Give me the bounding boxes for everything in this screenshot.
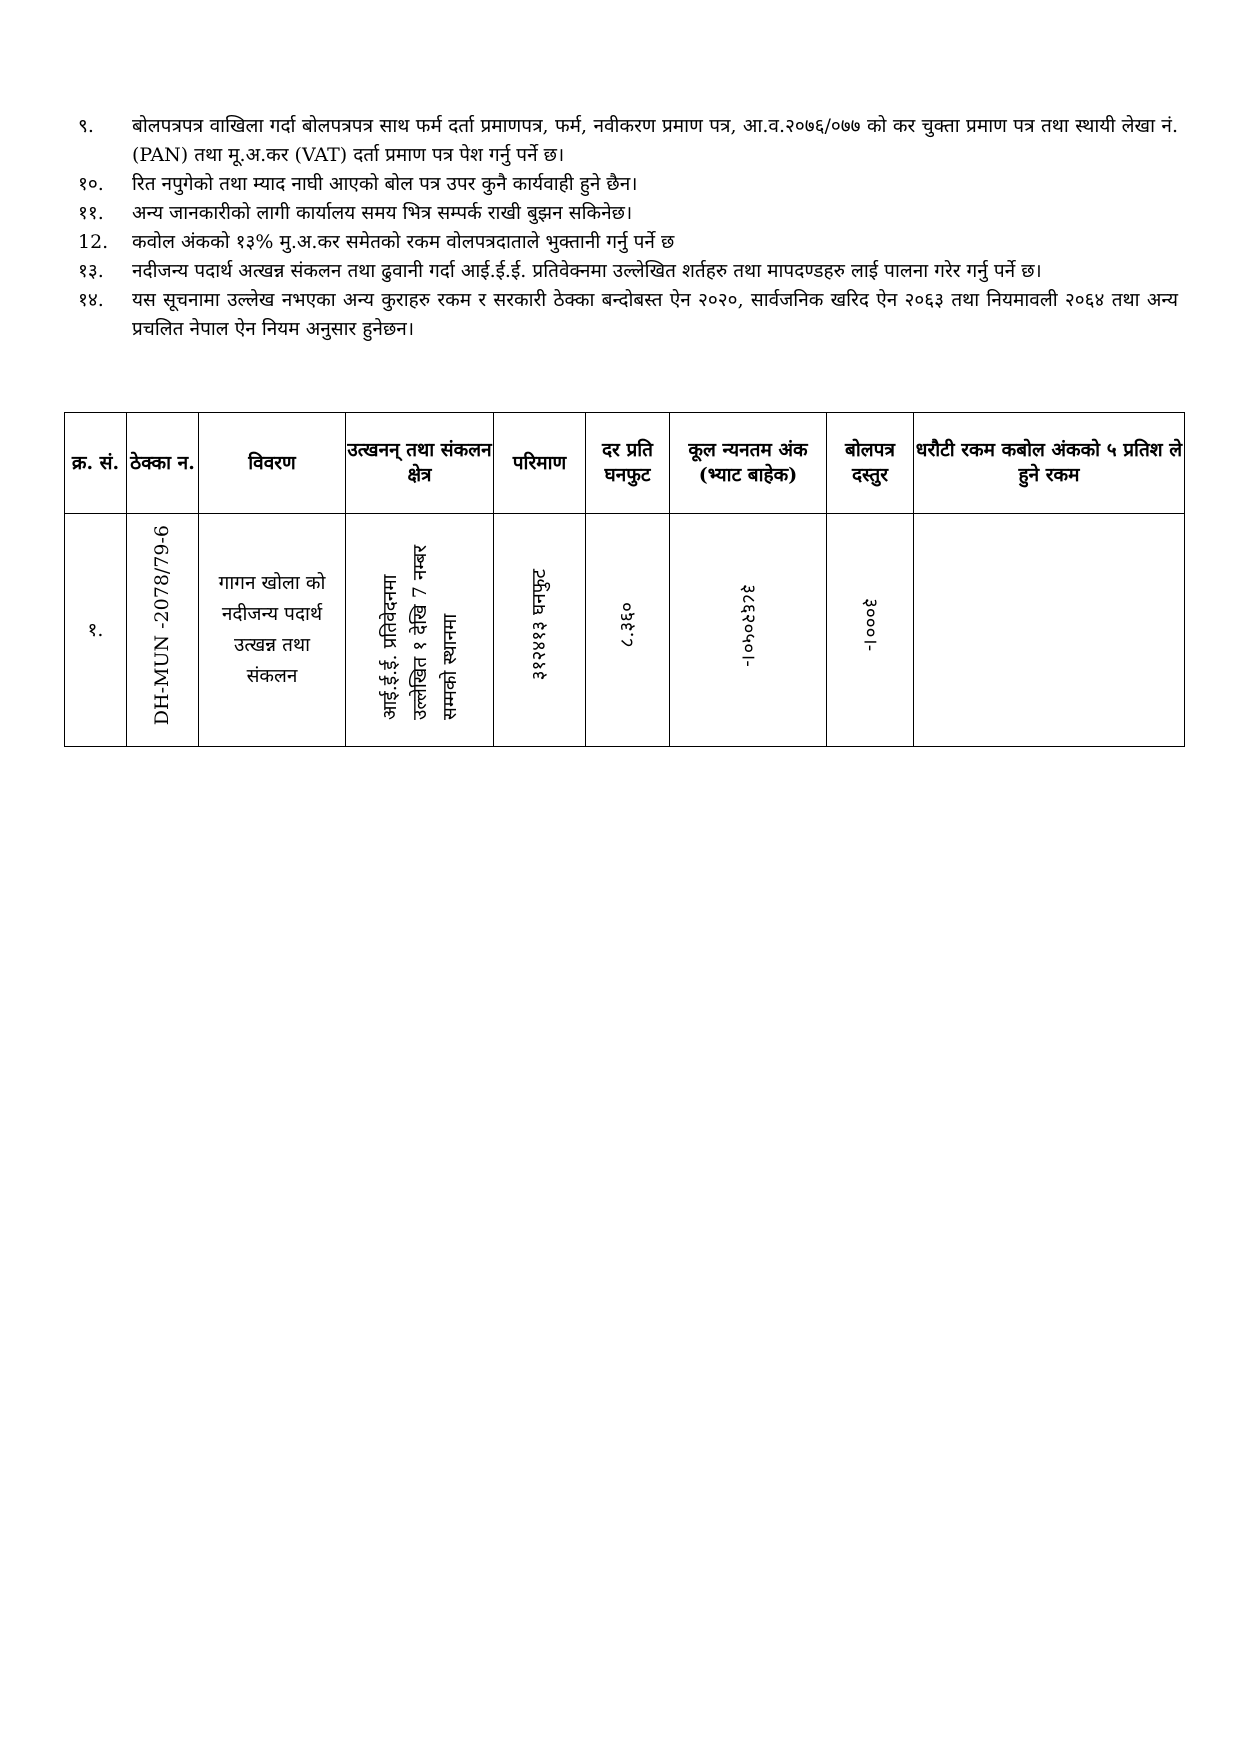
cell-serial — [65, 514, 127, 747]
note-number: १०. — [78, 173, 104, 195]
contract-table — [64, 412, 1185, 747]
header-fee: बोलपत्र दस्तुर — [827, 413, 914, 514]
note-number: १४. — [78, 289, 104, 311]
cell-deposit — [914, 514, 1185, 747]
note-item — [78, 257, 1178, 286]
note-item — [78, 170, 1178, 199]
notes-list — [78, 112, 1178, 344]
table-row — [65, 514, 1185, 747]
note-number: ११. — [78, 202, 104, 224]
contract-number: DH-MUN -2078/79-6 — [151, 524, 173, 726]
note-text: रित नपुगेको तथा म्याद नाघी आएको बोल पत्र उपर कुनै कार्यवाही हुने छैन। — [132, 173, 638, 195]
header-total: कूल न्यनतम अंक (भ्याट बाहेक) — [670, 413, 827, 514]
header-description: विवरण — [199, 413, 346, 514]
rate-value: ८.३६० — [616, 602, 638, 648]
note-text: बोलपत्रपत्र वाखिला गर्दा बोलपत्रपत्र साथ फर्म दर्ता प्रमाणपत्र, फर्म, नवीकरण प्रमाण पत्र, आ.व.२०७६/०७७ को कर चुक्ता प्रमाण पत्र तथा स्थायी लेखा नं. (PAN) तथा मू.अ.कर (VAT) दर्ता प्रमाण पत्र पेश गर्नु पर्ने छ। — [132, 115, 1178, 166]
header-area: उत्खनन् तथा संकलन क्षेत्र — [346, 413, 494, 514]
area-text: आई.ई.ई. प्रतिवेदनमा उल्लेखित १ देखि 7 नम्बर सम्मको स्थानमा — [378, 544, 461, 720]
cell-description — [199, 514, 346, 747]
header-deposit: धरौटी रकम कबोल अंकको ५ प्रतिश ले हुने रकम — [914, 413, 1185, 514]
note-item — [78, 286, 1178, 344]
cell-rate — [586, 514, 670, 747]
note-text: कवोल अंकको १३% मु.अ.कर समेतको रकम वोलपत्रदाताले भुक्तानी गर्नु पर्ने छ — [132, 231, 675, 253]
header-rate: दर प्रति घनफुट — [586, 413, 670, 514]
note-text: नदीजन्य पदार्थ अत्खन्न संकलन तथा ढुवानी गर्दा आई.ई.ई. प्रतिवेक्नमा उल्लेखित शर्तहरु तथा मापदण्डहरु लाई पालना गरेर गर्नु पर्ने छ। — [132, 260, 1042, 282]
note-item — [78, 199, 1178, 228]
cell-area — [346, 514, 494, 747]
cell-contract-no — [127, 514, 199, 747]
note-text: अन्य जानकारीको लागी कार्यालय समय भित्र सम्पर्क राखी बुझन सकिनेछ। — [132, 202, 633, 224]
note-item — [78, 228, 1178, 257]
note-number: ९. — [78, 115, 94, 137]
note-item — [78, 112, 1178, 170]
description-text: गागन खोला को नदीजन्य पदार्थ उत्खन्न तथा संकलन — [218, 572, 326, 687]
cell-fee — [827, 514, 914, 747]
total-value: ३८६२०५०।- — [737, 583, 760, 667]
cell-quantity — [494, 514, 586, 747]
cell-total — [670, 514, 827, 747]
header-contract-no: ठेक्का न. — [127, 413, 199, 514]
fee-value: ३०००।- — [859, 598, 882, 652]
header-quantity: परिमाण — [494, 413, 586, 514]
note-text: यस सूचनामा उल्लेख नभएका अन्य कुराहरु रकम र सरकारी ठेक्का बन्दोबस्त ऐन २०२०, सार्वजनिक खरिद ऐन २०६३ तथा नियमावली २०६४ तथा अन्य प्रचलित नेपाल ऐन नियम अनुसार हुनेछन। — [132, 289, 1178, 340]
serial-number: १. — [87, 618, 104, 641]
table-header-row — [65, 413, 1185, 514]
header-serial: क्र. सं. — [65, 413, 127, 514]
quantity-value: ३१२४१३ घनफुट — [528, 569, 550, 681]
note-number: 12. — [78, 231, 109, 253]
note-number: १३. — [78, 260, 104, 282]
